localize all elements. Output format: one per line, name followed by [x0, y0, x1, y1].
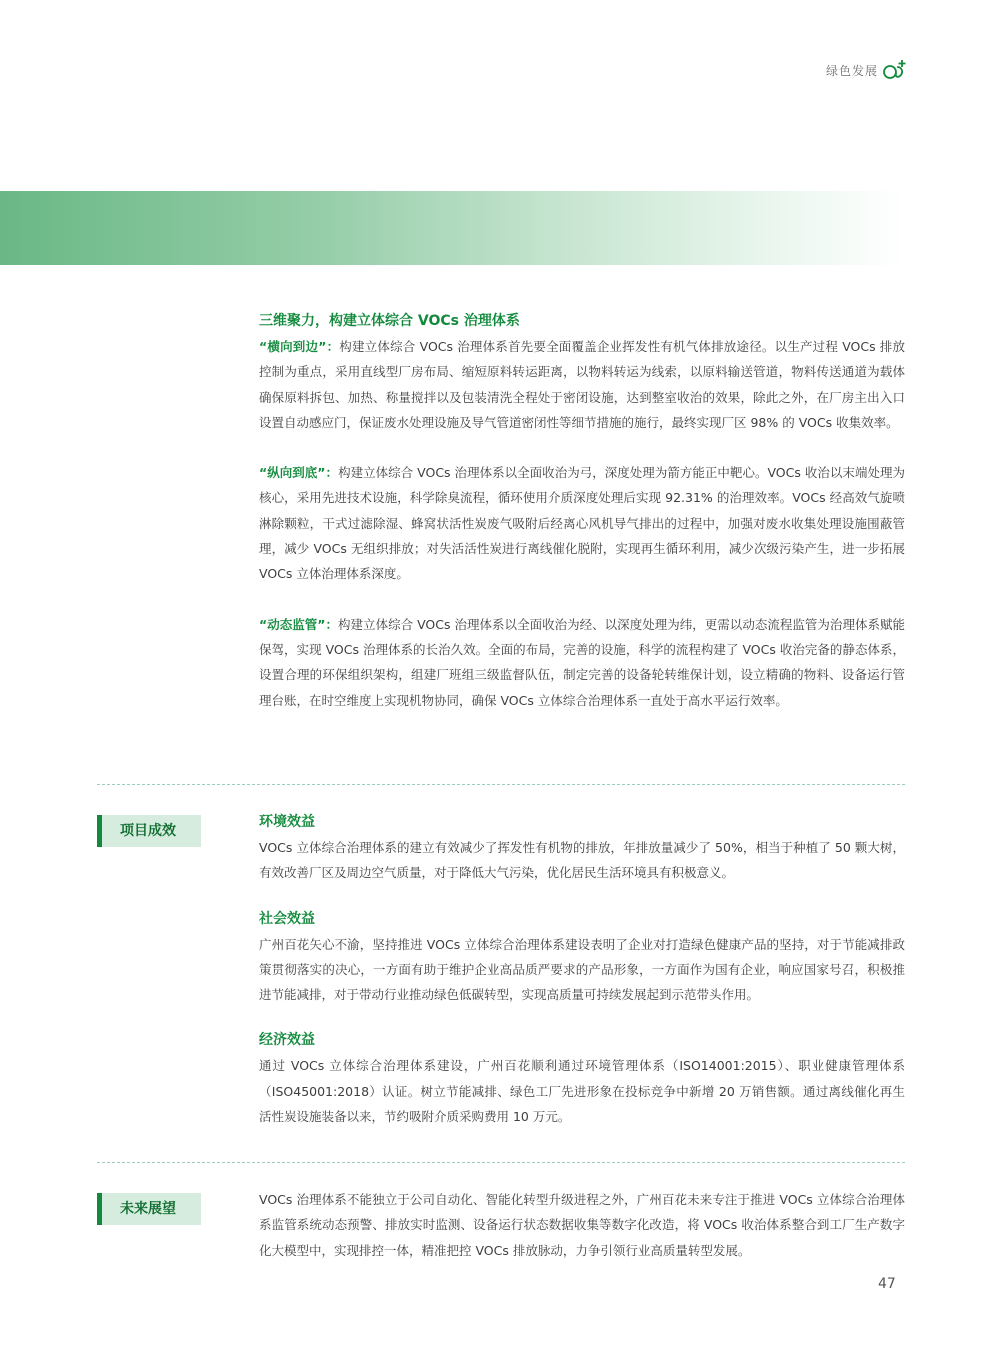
results-section: [259, 812, 905, 1129]
paragraph-lead: “横向到边”：: [259, 339, 340, 354]
outlook-label: 未来展望: [97, 1193, 201, 1225]
result-text: 广州百花矢心不渝，坚持推进 VOCs 立体综合治理体系建设表明了企业对打造绿色健康产品的坚持，对于节能减排政策贯彻落实的决心，一方面有助于维护企业高品质严要求的产品形象，一方面作为国有企业，响应国家号召，积极推进节能减排，对于带动行业推动绿色低碳转型，实现高质量可持续发展起到示范带头作用。: [259, 936, 905, 1003]
leaf-plus-icon: [882, 58, 908, 82]
outlook-section: [259, 1187, 905, 1263]
paragraph-lead: “动态监管”：: [259, 616, 339, 632]
paragraph-lead: “纵向到底”：: [259, 465, 339, 481]
paragraph-horizontal: [259, 334, 905, 435]
result-heading: 经济效益: [259, 1032, 315, 1049]
result-heading: 社会效益: [259, 910, 315, 927]
intro-title: 三维聚力，构建立体综合 VOCs 治理体系: [259, 313, 520, 329]
paragraph-vertical: [259, 460, 905, 586]
result-heading: 环境效益: [259, 814, 315, 830]
section-divider: [97, 784, 905, 785]
section-divider: [97, 1162, 905, 1163]
page-number: 47: [878, 1276, 896, 1292]
intro-section: [259, 311, 905, 713]
result-text: 通过 VOCs 立体综合治理体系建设，广州百花顺利通过环境管理体系（ISO14001:2015）、职业健康管理体系（ISO45001:2018）认证。树立节能减排、绿色工厂先进形象在投标竞争中新增 20 万销售额。通过离线催化再生活性炭设施装备以来，节约吸附介质采购费用 10 万元。: [259, 1058, 905, 1125]
decorative-banner: [0, 191, 905, 265]
paragraph-text: 构建立体综合 VOCs 治理体系以全面收治为弓，深度处理为箭方能正中靶心。VOCs 收治以末端处理为核心，采用先进技术设施，科学除臭流程，循环使用介质深度处理后实现 92.31% 的治理效率。VOCs 经高效气旋喷淋除颗粒，干式过滤除湿、蜂窝状活性炭废气吸附后经离心风机导气排出的过程中，加强对废水收集处理设施围蔽管理，减少 VOCs 无组织排放；对失活活性炭进行离线催化脱附，实现再生循环利用，减少次级污染产生，进一步拓展 VOCs 立体治理体系深度。: [259, 465, 905, 582]
outlook-text: VOCs 治理体系不能独立于公司自动化、智能化转型升级进程之外，广州百花未来专注于推进 VOCs 立体综合治理体系监管系统动态预警、排放实时监测、设备运行状态数据收集等数字化改造，将 VOCs 收治体系整合到工厂生产数字化大模型中，实现排控一体，精准把控 VOCs 排放脉动，力争引领行业高质量转型发展。: [259, 1192, 905, 1258]
paragraph-text: 构建立体综合 VOCs 治理体系首先要全面覆盖企业挥发性有机气体排放途径。以生产过程 VOCs 排放控制为重点，采用直线型厂房布局、缩短原料转运距离，以物料转运为线索，以原料输送管道，物料传送通道为载体确保原料拆包、加热、称量搅拌以及包装清洗全程处于密闭设施，达到整室收治的效果，除此之外，在厂房主出入口设置自动感应门，保证废水处理设施及导气管道密闭性等细节措施的施行，最终实现厂区 98% 的 VOCs 收集效率。: [259, 339, 905, 430]
section-label: 绿色发展: [825, 64, 878, 78]
paragraph-text: 构建立体综合 VOCs 治理体系以全面收治为经、以深度处理为纬，更需以动态流程监管为治理体系赋能保驾，实现 VOCs 治理体系的长治久效。全面的布局，完善的设施，科学的流程构建了 VOCs 收治完备的静态体系，设置合理的环保组织架构，组建厂班组三级监督队伍，制定完善的设备轮转维保计划，设立精确的物料、设备运行管理台账，在时空维度上实现机物协同，确保 VOCs 立体综合治理体系一直处于高水平运行效率。: [259, 616, 905, 708]
results-label: 项目成效: [97, 815, 201, 847]
result-text: VOCs 立体综合治理体系的建立有效减少了挥发性有机物的排放，年排放量减少了 50%，相当于种植了 50 颗大树，有效改善厂区及周边空气质量，对于降低大气污染，优化居民生活环境具有积极意义。: [259, 840, 905, 881]
paragraph-dynamic: [259, 612, 905, 713]
